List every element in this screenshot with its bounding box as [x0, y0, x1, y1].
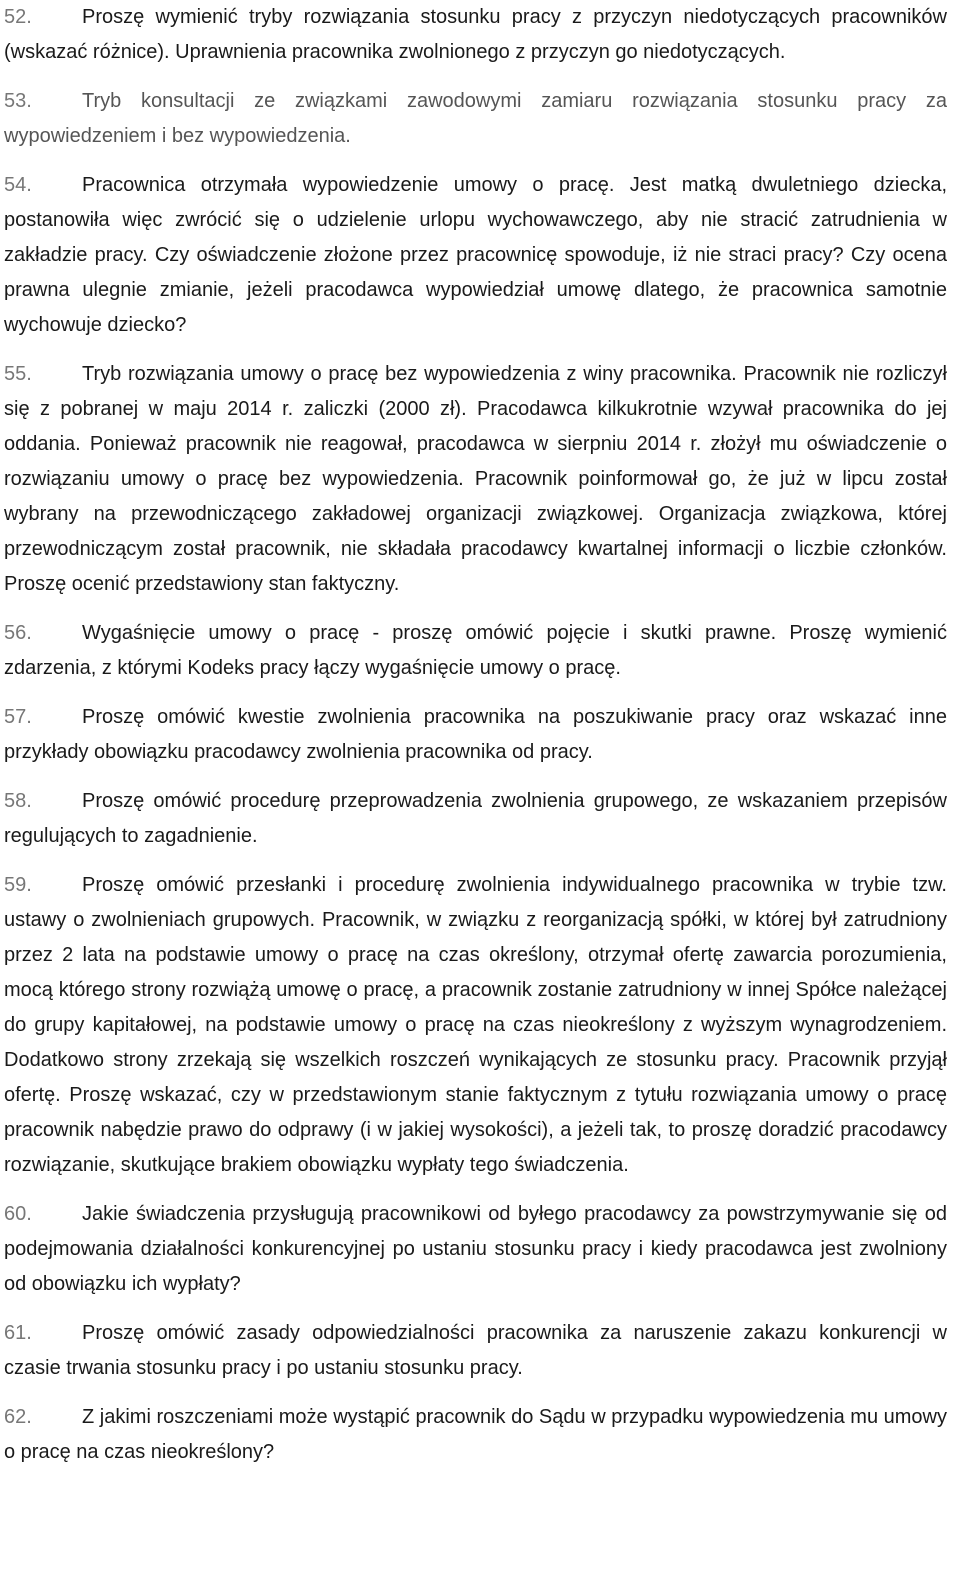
question-number: 54.	[4, 174, 32, 196]
question-59	[4, 868, 947, 1183]
question-text: Proszę omówić procedurę przeprowadzenia zwolnienia grupowego, ze wskazaniem przepisów regulujących to zagadnienie.	[4, 790, 947, 847]
question-54	[4, 168, 947, 343]
question-text: Wygaśnięcie umowy o pracę - proszę omówić pojęcie i skutki prawne. Proszę wymienić zdarzenia, z którymi Kodeks pracy łączy wygaśnięcie umowy o pracę.	[4, 622, 947, 679]
question-text: Z jakimi roszczeniami może wystąpić pracownik do Sądu w przypadku wypowiedzenia mu umowy o pracę na czas nieokreślony?	[4, 1406, 947, 1463]
question-number: 55.	[4, 363, 32, 385]
question-57	[4, 700, 947, 770]
question-number: 52.	[4, 6, 32, 28]
question-62	[4, 1400, 947, 1470]
question-text: Proszę omówić kwestie zwolnienia pracownika na poszukiwanie pracy oraz wskazać inne przykłady obowiązku pracodawcy zwolnienia pracownika od pracy.	[4, 706, 947, 763]
question-text: Tryb konsultacji ze związkami zawodowymi zamiaru rozwiązania stosunku pracy za wypowiedzeniem i bez wypowiedzenia.	[4, 90, 947, 147]
document-page	[4, 0, 947, 1470]
question-58	[4, 784, 947, 854]
question-text: Proszę omówić przesłanki i procedurę zwolnienia indywidualnego pracownika w trybie tzw. ustawy o zwolnieniach grupowych. Pracownik, w związku z reorganizacją spółki, w której był zatrudniony przez 2 lata na podstawie umowy o pracę na czas określony, otrzymał ofertę zawarcia porozumienia, mocą którego strony rozwiążą umowę o pracę, a pracownik zostanie zatrudniony w innej Spółce należącej do grupy kapitałowej, na podstawie umowy o pracę na czas nieokreślony z wyższym wynagrodzeniem. Dodatkowo strony zrzekają się wszelkich roszczeń wynikających ze stosunku pracy. Pracownik przyjął ofertę. Proszę wskazać, czy w przedstawionym stanie faktycznym z tytułu rozwiązania umowy o pracę pracownik nabędzie prawo do odprawy (i w jakiej wysokości), a jeżeli tak, to proszę doradzić pracodawcy rozwiązanie, skutkujące brakiem obowiązku wypłaty tego świadczenia.	[4, 874, 947, 1176]
question-60	[4, 1197, 947, 1302]
question-number: 59.	[4, 874, 32, 896]
question-text: Proszę omówić zasady odpowiedzialności pracownika za naruszenie zakazu konkurencji w czasie trwania stosunku pracy i po ustaniu stosunku pracy.	[4, 1322, 947, 1379]
question-text: Proszę wymienić tryby rozwiązania stosunku pracy z przyczyn niedotyczących pracowników (wskazać różnice). Uprawnienia pracownika zwolnionego z przyczyn go niedotyczących.	[4, 6, 947, 63]
question-text: Pracownica otrzymała wypowiedzenie umowy o pracę. Jest matką dwuletniego dziecka, postanowiła więc zwrócić się o udzielenie urlopu wychowawczego, aby nie stracić zatrudnienia w zakładzie pracy. Czy oświadczenie złożone przez pracownicę spowoduje, iż nie straci pracy? Czy ocena prawna ulegnie zmianie, jeżeli pracodawca wypowiedział umowę dlatego, że pracownica samotnie wychowuje dziecko?	[4, 174, 947, 336]
question-52	[4, 0, 947, 70]
question-61	[4, 1316, 947, 1386]
question-55	[4, 357, 947, 602]
question-number: 56.	[4, 622, 32, 644]
question-text: Tryb rozwiązania umowy o pracę bez wypowiedzenia z winy pracownika. Pracownik nie rozliczył się z pobranej w maju 2014 r. zaliczki (2000 zł). Pracodawca kilkukrotnie wzywał pracownika do jej oddania. Ponieważ pracownik nie reagował, pracodawca w sierpniu 2014 r. złożył mu oświadczenie o rozwiązaniu umowy o pracę bez wypowiedzenia. Pracownik poinformował go, że już w lipcu został wybrany na przewodniczącego zakładowej organizacji związkowej. Organizacja związkowa, której przewodniczącym został pracownik, nie składała pracodawcy kwartalnej informacji o liczbie członków. Proszę ocenić przedstawiony stan faktyczny.	[4, 363, 947, 595]
question-number: 62.	[4, 1406, 32, 1428]
question-number: 61.	[4, 1322, 32, 1344]
question-text: Jakie świadczenia przysługują pracownikowi od byłego pracodawcy za powstrzymywanie się od podejmowania działalności konkurencyjnej po ustaniu stosunku pracy i kiedy pracodawca jest zwolniony od obowiązku ich wypłaty?	[4, 1203, 947, 1295]
question-number: 57.	[4, 706, 32, 728]
question-number: 58.	[4, 790, 32, 812]
question-number: 60.	[4, 1203, 32, 1225]
question-number: 53.	[4, 90, 32, 112]
question-56	[4, 616, 947, 686]
question-53	[4, 84, 947, 154]
